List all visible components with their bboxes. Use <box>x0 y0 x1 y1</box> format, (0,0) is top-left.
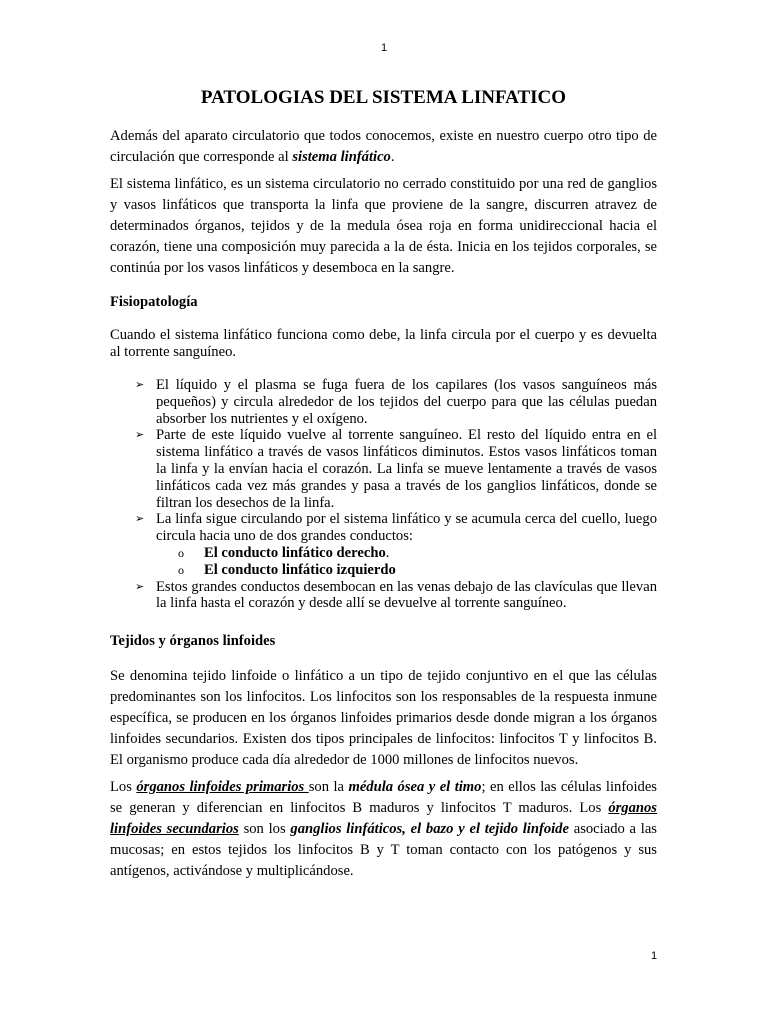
sublist-item: o El conducto linfático izquierdo <box>178 561 396 578</box>
conductos-sublist <box>156 545 657 579</box>
section-heading-fisiopatologia: Fisiopatología <box>110 294 198 310</box>
tejidos-paragraph-2: Los órganos linfoides primarios son la médula ósea y el timo; en ellos las células linfoides se generan y diferencian en linfocitos B maduros y linfocitos T maduros. Los órganos linfoides secundarios son los ganglios linfáticos, el bazo y el tejido linfoide asociado a las mucosas; en estos tejidos los linfocitos B y T toman contacto con los patógenos y sus antígenos, activándose y multiplicándose. <box>110 779 657 880</box>
arrow-bullet-icon: ➢ <box>135 378 145 391</box>
document-body <box>110 86 657 888</box>
arrow-bullet-icon: ➢ <box>135 579 145 593</box>
circle-bullet-icon: o <box>178 562 184 577</box>
arrow-bullet-icon: ➢ <box>135 512 145 526</box>
sublist-item: o El conducto linfático derecho. <box>178 544 390 561</box>
fisiopatologia-intro: Cuando el sistema linfático funciona como debe, la linfa circula por el cuerpo y es devuelta al torrente sanguíneo. <box>110 327 657 360</box>
intro-paragraph-2: El sistema linfático, es un sistema circulatorio no cerrado constituido por una red de ganglios y vasos linfáticos que transporta la linfa que proviene de la sangre, discurren atravez de determinados órganos, tejidos y de la medula ósea roja en forma unidireccional hacia el corazón, tiene una composición muy parecida a la de ésta. Inicia en los tejidos corporales, se continúa por los vasos linfáticos y desemboca en la sangre. <box>110 176 657 276</box>
ganglios-bazo-emphasis: ganglios linfáticos, el bazo y el tejido linfoide <box>290 821 569 838</box>
arrow-bullet-icon: ➢ <box>135 428 145 442</box>
document-title: PATOLOGIAS DEL SISTEMA LINFATICO <box>200 87 567 108</box>
medula-timo-emphasis: médula ósea y el timo <box>348 779 482 796</box>
list-item: ➢ El líquido y el plasma se fuga fuera de los capilares (los vasos sanguíneos más pequeños) y circula alrededor de los tejidos del cuerpo para que las células puedan absorber los nutrientes y el oxígeno. <box>135 377 657 427</box>
footer-page-number: 1 <box>651 950 658 962</box>
secondary-organs-emphasis: órganos linfoides secundarios <box>110 800 657 838</box>
tejidos-paragraph-1: Se denomina tejido linfoide o linfático a un tipo de tejido conjuntivo en el que las células predominantes son los linfocitos. Los linfocitos son los responsables de la respuesta inmune específica, se producen en los órganos linfoides primarios desde donde migran a los órganos linfoides secundarios. Existen dos tipos principales de linfocitos: linfocitos T y linfocitos B. El organismo produce cada día alrededor de 1000 millones de linfocitos nuevos. <box>110 668 657 769</box>
list-item: ➢ Estos grandes conductos desembocan en las venas debajo de las clavículas que llevan la linfa hasta el corazón y desde allí se devuelve al torrente sanguíneo. <box>135 578 657 612</box>
list-item: ➢ Parte de este líquido vuelve al torrente sanguíneo. El resto del líquido entra en el sistema linfático a través de vasos linfáticos diminutos. Estos vasos linfáticos toman la linfa y la envían hacia el corazón. La linfa se mueve lentamente a través de vasos linfáticos cada vez más grandes y pasa a través de los ganglios linfáticos, donde se filtran los desechos de la linfa. <box>135 427 657 511</box>
sistema-linfatico-emphasis: sistema linfático <box>292 149 391 165</box>
circle-bullet-icon: o <box>178 545 184 560</box>
header-page-number: 1 <box>380 42 388 54</box>
fisiopatologia-list <box>110 377 657 612</box>
intro-paragraph-1: Además del aparato circulatorio que todos conocemos, existe en nuestro cuerpo otro tipo de circulación que corresponde al sistema linfático. <box>110 128 657 165</box>
section-heading-tejidos: Tejidos y órganos linfoides <box>110 633 276 650</box>
list-item: ➢ La linfa sigue circulando por el sistema linfático y se acumula cerca del cuello, luego circula hacia uno de dos grandes conductos: o El conducto linfático derecho. o El conducto linfático izquierdo <box>135 511 657 578</box>
primary-organs-emphasis: órganos linfoides primarios <box>136 779 309 796</box>
